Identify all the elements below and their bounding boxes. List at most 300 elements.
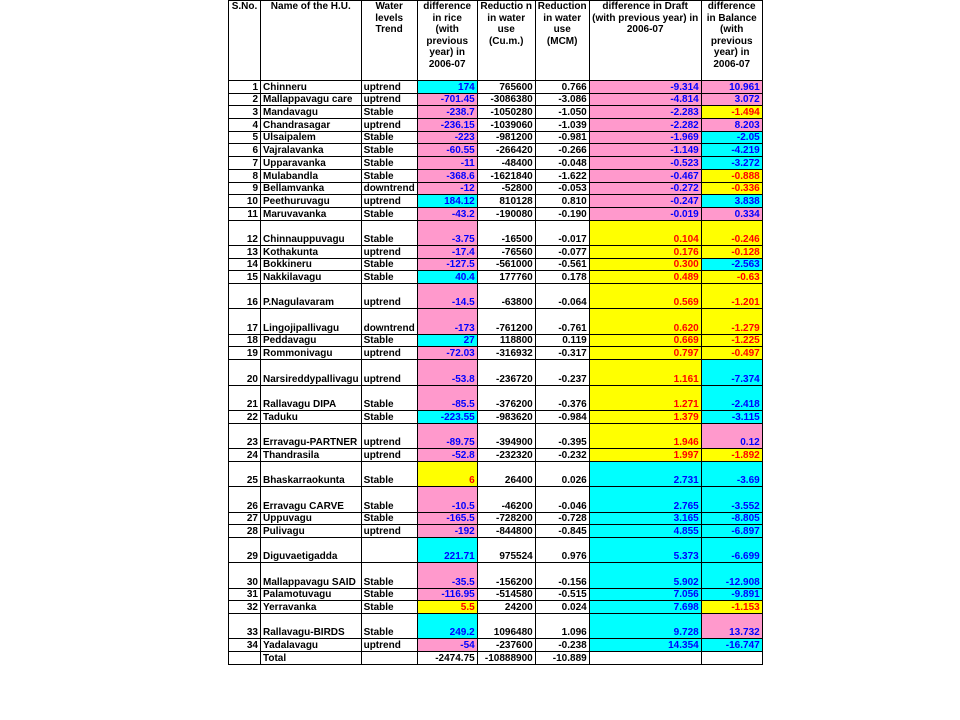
trend-cell: Stable <box>361 385 417 410</box>
rice-difference-cell: -11 <box>417 157 477 170</box>
reduction-cum-cell: -76560 <box>477 245 535 258</box>
name-cell: Diguvaetigadda <box>261 537 362 562</box>
sno-cell: 33 <box>229 614 261 639</box>
rice-difference-cell: -192 <box>417 525 477 538</box>
sno-cell: 31 <box>229 588 261 601</box>
reduction-mcm-cell: -0.728 <box>535 512 589 525</box>
reduction-mcm-cell: -0.395 <box>535 423 589 448</box>
trend-cell: Stable <box>361 106 417 119</box>
rice-difference-cell: -223 <box>417 131 477 144</box>
balance-difference-cell: 10.961 <box>701 81 762 94</box>
balance-difference-cell: -16.747 <box>701 639 762 652</box>
name-cell: Yadalavagu <box>261 639 362 652</box>
reduction-mcm-cell: -0.237 <box>535 360 589 385</box>
header-name: Name of the H.U. <box>261 1 362 81</box>
rice-difference-cell: -10.5 <box>417 487 477 512</box>
reduction-mcm-cell: -0.761 <box>535 309 589 334</box>
sno-cell: 12 <box>229 220 261 245</box>
draft-difference-cell: 2.765 <box>589 487 701 512</box>
name-cell: Peethuruvagu <box>261 195 362 208</box>
reduction-mcm-cell: -0.984 <box>535 410 589 423</box>
table-row <box>229 131 763 144</box>
trend-cell: Stable <box>361 334 417 347</box>
balance-difference-cell: -2.05 <box>701 131 762 144</box>
table-row <box>229 461 763 486</box>
rice-difference-cell: -60.55 <box>417 144 477 157</box>
rice-difference-cell: -89.75 <box>417 423 477 448</box>
reduction-cum-cell: -48400 <box>477 157 535 170</box>
balance-difference-cell: -2.418 <box>701 385 762 410</box>
balance-difference-cell: -3.272 <box>701 157 762 170</box>
sno-cell: 10 <box>229 195 261 208</box>
trend-cell: Stable <box>361 258 417 271</box>
trend-cell: Stable <box>361 563 417 588</box>
name-cell: Narsireddypallivagu <box>261 360 362 385</box>
trend-cell <box>361 537 417 562</box>
trend-cell: uptrend <box>361 360 417 385</box>
draft-difference-cell: 1.997 <box>589 449 701 462</box>
rice-difference-cell: -165.5 <box>417 512 477 525</box>
reduction-cum-cell: -981200 <box>477 131 535 144</box>
rice-difference-cell: 5.5 <box>417 601 477 614</box>
table-row <box>229 410 763 423</box>
reduction-mcm-cell: -0.077 <box>535 245 589 258</box>
draft-difference-cell: 14.354 <box>589 639 701 652</box>
name-cell: Kothakunta <box>261 245 362 258</box>
name-cell: Mallappavagu SAID <box>261 563 362 588</box>
reduction-mcm-cell: 0.976 <box>535 537 589 562</box>
name-cell: Pulivagu <box>261 525 362 538</box>
name-cell: Mandavagu <box>261 106 362 119</box>
table-row <box>229 360 763 385</box>
table-row <box>229 309 763 334</box>
balance-difference-cell: 0.12 <box>701 423 762 448</box>
trend-cell: Stable <box>361 461 417 486</box>
rice-difference-cell: -85.5 <box>417 385 477 410</box>
rice-difference-cell: 40.4 <box>417 271 477 284</box>
reduction-mcm-cell: 0.178 <box>535 271 589 284</box>
balance-difference-cell: 13.732 <box>701 614 762 639</box>
rice-difference-cell: -17.4 <box>417 245 477 258</box>
header-trend: Water levels Trend <box>361 1 417 81</box>
draft-difference-cell: 1.379 <box>589 410 701 423</box>
reduction-mcm-cell: -0.064 <box>535 284 589 309</box>
table-body <box>229 81 763 652</box>
reduction-mcm-cell: -0.376 <box>535 385 589 410</box>
table-row <box>229 106 763 119</box>
balance-difference-cell: 0.334 <box>701 207 762 220</box>
name-cell: Bokkineru <box>261 258 362 271</box>
draft-difference-cell: 0.489 <box>589 271 701 284</box>
reduction-cum-cell: -983620 <box>477 410 535 423</box>
reduction-mcm-cell: -0.053 <box>535 182 589 195</box>
trend-cell: uptrend <box>361 81 417 94</box>
table-row <box>229 245 763 258</box>
reduction-cum-cell: -232320 <box>477 449 535 462</box>
reduction-mcm-cell: -1.050 <box>535 106 589 119</box>
sno-cell: 28 <box>229 525 261 538</box>
table-row <box>229 157 763 170</box>
reduction-mcm-cell: 0.766 <box>535 81 589 94</box>
draft-difference-cell: 0.620 <box>589 309 701 334</box>
rice-difference-cell: -12 <box>417 182 477 195</box>
header-reduction-cum: Reductio n in water use (Cu.m.) <box>477 1 535 81</box>
name-cell: Peddavagu <box>261 334 362 347</box>
reduction-cum-cell: -46200 <box>477 487 535 512</box>
reduction-cum-cell: 24200 <box>477 601 535 614</box>
header-row <box>229 1 763 81</box>
sno-cell: 8 <box>229 169 261 182</box>
rice-difference-cell: 174 <box>417 81 477 94</box>
trend-cell: Stable <box>361 512 417 525</box>
name-cell: Bhaskarraokunta <box>261 461 362 486</box>
draft-difference-cell: 0.300 <box>589 258 701 271</box>
sno-cell: 14 <box>229 258 261 271</box>
table-row <box>229 525 763 538</box>
name-cell: Mallappavagu care <box>261 93 362 106</box>
reduction-mcm-cell: -0.017 <box>535 220 589 245</box>
sno-cell: 11 <box>229 207 261 220</box>
draft-difference-cell: 0.797 <box>589 347 701 360</box>
trend-cell: Stable <box>361 487 417 512</box>
trend-cell: Stable <box>361 271 417 284</box>
balance-difference-cell: -3.115 <box>701 410 762 423</box>
sno-cell: 27 <box>229 512 261 525</box>
balance-difference-cell: -3.552 <box>701 487 762 512</box>
rice-difference-cell: -54 <box>417 639 477 652</box>
sno-cell: 22 <box>229 410 261 423</box>
reduction-mcm-cell: 0.810 <box>535 195 589 208</box>
header-sno: S.No. <box>229 1 261 81</box>
total-cum: -10888900 <box>477 652 535 665</box>
trend-cell: uptrend <box>361 119 417 132</box>
reduction-mcm-cell: -0.317 <box>535 347 589 360</box>
rice-difference-cell: 184.12 <box>417 195 477 208</box>
name-cell: Nakkilavagu <box>261 271 362 284</box>
balance-difference-cell: 3.072 <box>701 93 762 106</box>
reduction-cum-cell: -190080 <box>477 207 535 220</box>
balance-difference-cell: -6.897 <box>701 525 762 538</box>
reduction-cum-cell: -316932 <box>477 347 535 360</box>
sno-cell: 32 <box>229 601 261 614</box>
reduction-mcm-cell: -0.561 <box>535 258 589 271</box>
rice-difference-cell: -35.5 <box>417 563 477 588</box>
name-cell: Yerravanka <box>261 601 362 614</box>
sno-cell: 18 <box>229 334 261 347</box>
draft-difference-cell: -9.314 <box>589 81 701 94</box>
reduction-mcm-cell: -0.046 <box>535 487 589 512</box>
sno-cell: 2 <box>229 93 261 106</box>
trend-cell: Stable <box>361 157 417 170</box>
name-cell: Rallavagu DIPA <box>261 385 362 410</box>
trend-cell: Stable <box>361 588 417 601</box>
trend-cell: Stable <box>361 144 417 157</box>
rice-difference-cell: 6 <box>417 461 477 486</box>
draft-difference-cell: 0.569 <box>589 284 701 309</box>
rice-difference-cell: 27 <box>417 334 477 347</box>
rice-difference-cell: -238.7 <box>417 106 477 119</box>
total-draft-cell <box>589 652 701 665</box>
draft-difference-cell: 2.731 <box>589 461 701 486</box>
trend-cell: Stable <box>361 410 417 423</box>
name-cell: Uppuvagu <box>261 512 362 525</box>
table-row <box>229 93 763 106</box>
rice-difference-cell: -236.15 <box>417 119 477 132</box>
name-cell: P.Nagulavaram <box>261 284 362 309</box>
draft-difference-cell: 1.271 <box>589 385 701 410</box>
draft-difference-cell: 1.161 <box>589 360 701 385</box>
name-cell: Chinnauppuvagu <box>261 220 362 245</box>
rice-difference-cell: -127.5 <box>417 258 477 271</box>
draft-difference-cell: -0.019 <box>589 207 701 220</box>
name-cell: Palamotuvagu <box>261 588 362 601</box>
total-mcm: -10.889 <box>535 652 589 665</box>
trend-cell: uptrend <box>361 449 417 462</box>
header-rice-difference: difference in rice (with previous year) in 2006-07 <box>417 1 477 81</box>
reduction-mcm-cell: -0.238 <box>535 639 589 652</box>
header-reduction-mcm: Reduction in water use (MCM) <box>535 1 589 81</box>
balance-difference-cell: -0.128 <box>701 245 762 258</box>
balance-difference-cell: -0.63 <box>701 271 762 284</box>
rice-difference-cell: -368.6 <box>417 169 477 182</box>
rice-difference-cell: -14.5 <box>417 284 477 309</box>
balance-difference-cell: -8.805 <box>701 512 762 525</box>
name-cell: Chandrasagar <box>261 119 362 132</box>
reduction-cum-cell: -3086380 <box>477 93 535 106</box>
total-label: Total <box>261 652 362 665</box>
rice-difference-cell: -43.2 <box>417 207 477 220</box>
sno-cell: 21 <box>229 385 261 410</box>
draft-difference-cell: 0.176 <box>589 245 701 258</box>
draft-difference-cell: 7.056 <box>589 588 701 601</box>
reduction-cum-cell: -514580 <box>477 588 535 601</box>
trend-cell: uptrend <box>361 347 417 360</box>
total-balance-cell <box>701 652 762 665</box>
trend-cell: uptrend <box>361 423 417 448</box>
name-cell: Ulsaipalem <box>261 131 362 144</box>
draft-difference-cell: -0.523 <box>589 157 701 170</box>
draft-difference-cell: -4.814 <box>589 93 701 106</box>
table-row <box>229 271 763 284</box>
balance-difference-cell: -0.336 <box>701 182 762 195</box>
table-row <box>229 487 763 512</box>
table-row <box>229 537 763 562</box>
sno-cell: 6 <box>229 144 261 157</box>
reduction-cum-cell: 765600 <box>477 81 535 94</box>
balance-difference-cell: -1.494 <box>701 106 762 119</box>
table-row <box>229 144 763 157</box>
reduction-cum-cell: -1039060 <box>477 119 535 132</box>
reduction-cum-cell: -266420 <box>477 144 535 157</box>
trend-cell: Stable <box>361 601 417 614</box>
draft-difference-cell: -0.467 <box>589 169 701 182</box>
sno-cell: 16 <box>229 284 261 309</box>
balance-difference-cell: -3.69 <box>701 461 762 486</box>
rice-difference-cell: -3.75 <box>417 220 477 245</box>
table-header <box>229 1 763 81</box>
sno-cell: 15 <box>229 271 261 284</box>
reduction-cum-cell: -156200 <box>477 563 535 588</box>
draft-difference-cell: -0.247 <box>589 195 701 208</box>
reduction-cum-cell: -63800 <box>477 284 535 309</box>
draft-difference-cell: 3.165 <box>589 512 701 525</box>
table-row <box>229 601 763 614</box>
reduction-mcm-cell: -0.156 <box>535 563 589 588</box>
reduction-cum-cell: -1050280 <box>477 106 535 119</box>
sno-cell: 4 <box>229 119 261 132</box>
table-row <box>229 385 763 410</box>
sno-cell: 30 <box>229 563 261 588</box>
reduction-mcm-cell: 0.024 <box>535 601 589 614</box>
draft-difference-cell: 9.728 <box>589 614 701 639</box>
reduction-cum-cell: -237600 <box>477 639 535 652</box>
table-row <box>229 512 763 525</box>
reduction-cum-cell: -394900 <box>477 423 535 448</box>
draft-difference-cell: 5.902 <box>589 563 701 588</box>
reduction-cum-cell: -561000 <box>477 258 535 271</box>
sno-cell: 5 <box>229 131 261 144</box>
reduction-mcm-cell: -0.845 <box>535 525 589 538</box>
draft-difference-cell: 4.855 <box>589 525 701 538</box>
rice-difference-cell: -173 <box>417 309 477 334</box>
reduction-cum-cell: -844800 <box>477 525 535 538</box>
trend-cell: downtrend <box>361 182 417 195</box>
reduction-mcm-cell: 0.119 <box>535 334 589 347</box>
sno-cell: 24 <box>229 449 261 462</box>
balance-difference-cell: -12.908 <box>701 563 762 588</box>
name-cell: Rommonivagu <box>261 347 362 360</box>
trend-cell: Stable <box>361 207 417 220</box>
sno-cell: 1 <box>229 81 261 94</box>
reduction-cum-cell: -16500 <box>477 220 535 245</box>
draft-difference-cell: -2.283 <box>589 106 701 119</box>
table-row <box>229 81 763 94</box>
sno-cell: 19 <box>229 347 261 360</box>
rice-difference-cell: -52.8 <box>417 449 477 462</box>
total-rice: -2474.75 <box>417 652 477 665</box>
reduction-mcm-cell: -0.048 <box>535 157 589 170</box>
table-row <box>229 639 763 652</box>
sno-cell: 13 <box>229 245 261 258</box>
balance-difference-cell: -7.374 <box>701 360 762 385</box>
name-cell: Taduku <box>261 410 362 423</box>
rice-difference-cell: -53.8 <box>417 360 477 385</box>
balance-difference-cell: -0.888 <box>701 169 762 182</box>
rice-difference-cell: -72.03 <box>417 347 477 360</box>
reduction-cum-cell: -52800 <box>477 182 535 195</box>
name-cell: Bellamvanka <box>261 182 362 195</box>
sno-cell: 20 <box>229 360 261 385</box>
rice-difference-cell: -116.95 <box>417 588 477 601</box>
reduction-mcm-cell: -1.039 <box>535 119 589 132</box>
draft-difference-cell: -0.272 <box>589 182 701 195</box>
draft-difference-cell: -1.149 <box>589 144 701 157</box>
balance-difference-cell: 3.838 <box>701 195 762 208</box>
balance-difference-cell: -4.219 <box>701 144 762 157</box>
reduction-cum-cell: 26400 <box>477 461 535 486</box>
table-row <box>229 423 763 448</box>
table-row <box>229 220 763 245</box>
balance-difference-cell: -9.891 <box>701 588 762 601</box>
total-trend-cell <box>361 652 417 665</box>
draft-difference-cell: -1.969 <box>589 131 701 144</box>
balance-difference-cell: -0.497 <box>701 347 762 360</box>
name-cell: Maruvavanka <box>261 207 362 220</box>
trend-cell: Stable <box>361 131 417 144</box>
draft-difference-cell: 0.104 <box>589 220 701 245</box>
sno-cell: 26 <box>229 487 261 512</box>
rice-difference-cell: -701.45 <box>417 93 477 106</box>
balance-difference-cell: 8.203 <box>701 119 762 132</box>
balance-difference-cell: -1.201 <box>701 284 762 309</box>
name-cell: Mulabandla <box>261 169 362 182</box>
reduction-cum-cell: 975524 <box>477 537 535 562</box>
trend-cell: uptrend <box>361 284 417 309</box>
total-row <box>229 652 763 665</box>
reduction-cum-cell: -1621840 <box>477 169 535 182</box>
sno-cell: 9 <box>229 182 261 195</box>
draft-difference-cell: 1.946 <box>589 423 701 448</box>
table-row <box>229 119 763 132</box>
table-row <box>229 284 763 309</box>
table-row <box>229 195 763 208</box>
balance-difference-cell: -1.892 <box>701 449 762 462</box>
name-cell: Upparavanka <box>261 157 362 170</box>
reduction-mcm-cell: -0.232 <box>535 449 589 462</box>
balance-difference-cell: -1.153 <box>701 601 762 614</box>
reduction-mcm-cell: 1.096 <box>535 614 589 639</box>
rice-difference-cell: 221.71 <box>417 537 477 562</box>
name-cell: Vajralavanka <box>261 144 362 157</box>
balance-difference-cell: -1.225 <box>701 334 762 347</box>
rice-difference-cell: -223.55 <box>417 410 477 423</box>
name-cell: Lingojipallivagu <box>261 309 362 334</box>
sno-cell: 3 <box>229 106 261 119</box>
table-row <box>229 334 763 347</box>
trend-cell: uptrend <box>361 525 417 538</box>
sno-cell: 23 <box>229 423 261 448</box>
reduction-mcm-cell: 0.026 <box>535 461 589 486</box>
trend-cell: uptrend <box>361 639 417 652</box>
sno-cell: 29 <box>229 537 261 562</box>
trend-cell: Stable <box>361 169 417 182</box>
water-use-table <box>228 0 763 665</box>
trend-cell: Stable <box>361 220 417 245</box>
draft-difference-cell: 5.373 <box>589 537 701 562</box>
name-cell: Thandrasila <box>261 449 362 462</box>
reduction-cum-cell: 177760 <box>477 271 535 284</box>
table-footer <box>229 652 763 665</box>
table-row <box>229 563 763 588</box>
table-row <box>229 588 763 601</box>
reduction-cum-cell: 1096480 <box>477 614 535 639</box>
draft-difference-cell: 0.669 <box>589 334 701 347</box>
table-row <box>229 258 763 271</box>
reduction-cum-cell: -376200 <box>477 385 535 410</box>
reduction-cum-cell: -236720 <box>477 360 535 385</box>
reduction-mcm-cell: -0.515 <box>535 588 589 601</box>
total-sno-cell <box>229 652 261 665</box>
table-row <box>229 182 763 195</box>
reduction-cum-cell: 810128 <box>477 195 535 208</box>
reduction-cum-cell: -761200 <box>477 309 535 334</box>
trend-cell: uptrend <box>361 93 417 106</box>
balance-difference-cell: -2.563 <box>701 258 762 271</box>
reduction-cum-cell: 118800 <box>477 334 535 347</box>
header-balance-difference: difference in Balance (with previous year) in 2006-07 <box>701 1 762 81</box>
name-cell: Erravagu-PARTNER <box>261 423 362 448</box>
name-cell: Erravagu CARVE <box>261 487 362 512</box>
